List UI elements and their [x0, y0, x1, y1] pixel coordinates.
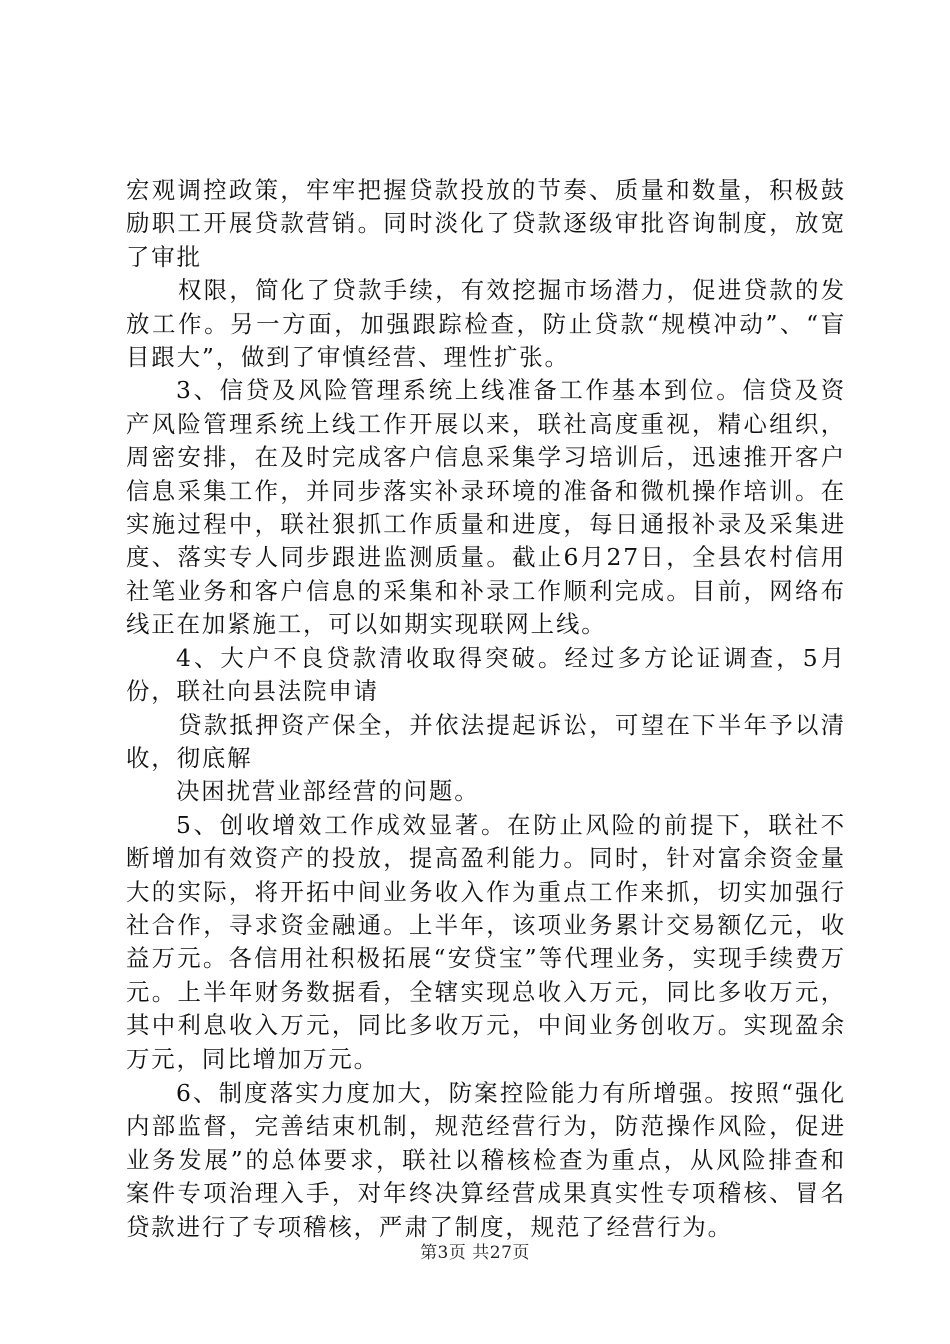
paragraph-4: 4、大户不良贷款清收取得突破。经过多方论证调查，5月份，联社向县法院申请 [126, 643, 846, 706]
paragraph-3: 3、信贷及风险管理系统上线准备工作基本到位。信贷及资产风险管理系统上线工作开展以来，联社高度重视，精心组织，周密安排，在及时完成客户信息采集学习培训后，迅速推开客户信息采集工作，并同步落实补录环境的准备和微机操作培训。在实施过程中，联社狠抓工作质量和进度，每日通报补录及采集进度、落实专人同步跟进监测质量。截止6月27日，全县农村信用社笔业务和客户信息的采集和补录工作顺利完成。目前，网络布线正在加紧施工，可以如期实现联网上线。 [126, 376, 846, 639]
paragraph-7: 5、创收增效工作成效显著。在防止风险的前提下，联社不断增加有效资产的投放，提高盈利能力。同时，针对富余资金量大的实际，将开拓中间业务收入作为重点工作来抓，切实加强行社合作，寻求资金融通。上半年，该项业务累计交易额亿元，收益万元。各信用社积极拓展“安贷宝”等代理业务，实现手续费万元。上半年财务数据看，全辖实现总收入万元，同比多收万元，其中利息收入万元，同比多收万元，中间业务创收万。实现盈余万元，同比增加万元。 [126, 810, 846, 1073]
paragraph-8: 6、制度落实力度加大，防案控险能力有所增强。按照“强化内部监督，完善结束机制，规范经营行为，防范操作风险，促进业务发展”的总体要求，联社以稽核检查为重点，从风险排查和案件专项治理入手，对年终决算经营成果真实性专项稽核、冒名贷款进行了专项稽核，严肃了制度，规范了经营行为。 [126, 1078, 846, 1241]
paragraph-5: 贷款抵押资产保全，并依法提起诉讼，可望在下半年予以清收，彻底解 [126, 710, 846, 772]
paragraph-2: 权限，简化了贷款手续，有效挖掘市场潜力，促进贷款的发放工作。另一方面，加强跟踪检查，防止贷款“规模冲动”、“盲目跟大”，做到了审慎经营、理性扩张。 [126, 276, 846, 372]
paragraph-6: 决困扰营业部经营的问题。 [176, 777, 480, 806]
page-number-footer: 第3页 共27页 [420, 1243, 530, 1263]
document-body [126, 174, 846, 1244]
paragraph-1: 宏观调控政策，牢牢把握贷款投放的节奏、质量和数量，积极鼓励职工开展贷款营销。同时淡化了贷款逐级审批咨询制度，放宽了审批 [126, 176, 846, 271]
